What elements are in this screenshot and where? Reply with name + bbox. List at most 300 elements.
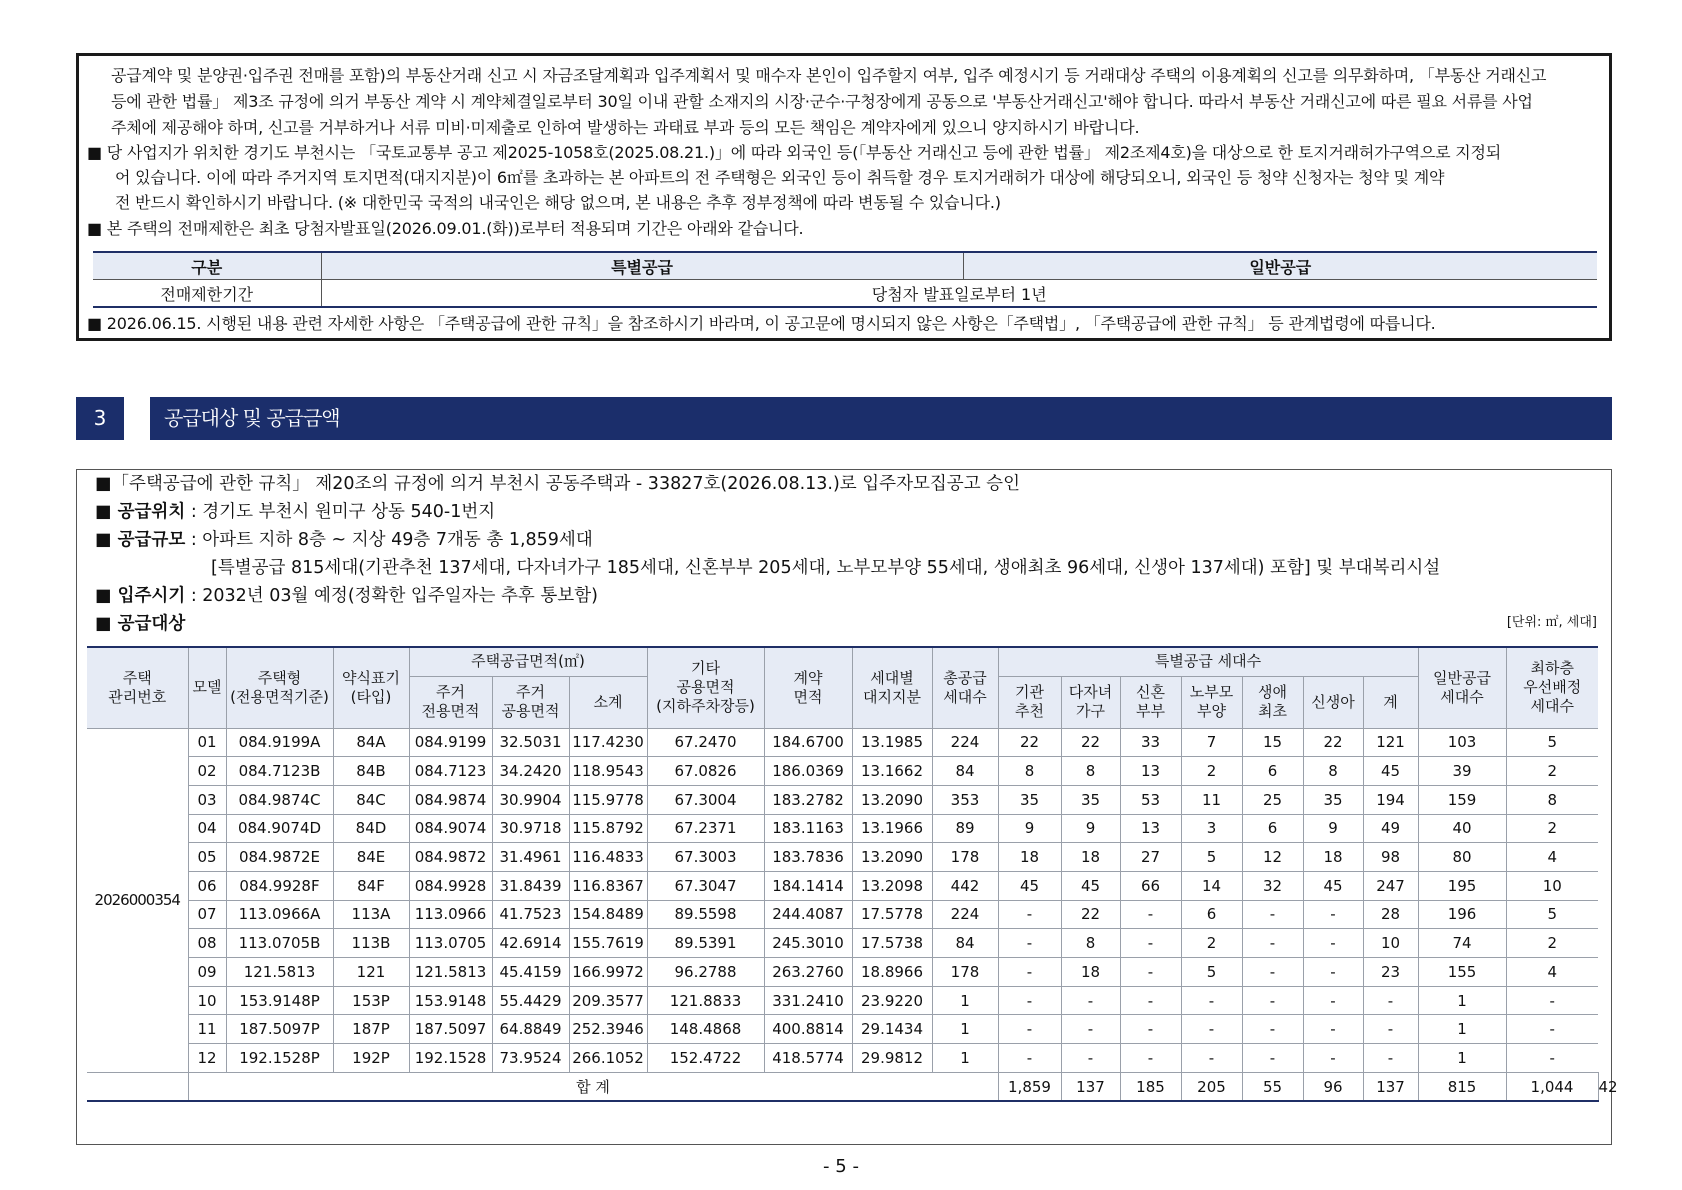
table-cell: 196	[1418, 900, 1506, 929]
table-cell: -	[1242, 986, 1303, 1015]
table-cell: 13.1662	[852, 757, 932, 786]
notice-line: 공급계약 및 분양권·입주권 전매를 포함)의 부동산거래 신고 시 자금조달계획과 입주계획서 및 매수자 본인이 입주할지 여부, 입주 예정시기 등 거래대상 주택의 이용계획의 신고를 의무화하며, 「부동산 거래신고	[111, 66, 1547, 85]
col-header-model: 모델	[188, 647, 226, 728]
table-cell: 74	[1418, 929, 1506, 958]
table-cell: 6	[1242, 757, 1303, 786]
col-header-abbr: 약식표기 (타입)	[333, 647, 409, 728]
table-cell: 153P	[333, 986, 409, 1015]
table-cell: 13.2090	[852, 785, 932, 814]
total-cell: 137	[1363, 1072, 1418, 1101]
table-cell: 89.5391	[647, 929, 764, 958]
table-cell: 8	[1303, 757, 1363, 786]
table-cell: 45	[1061, 871, 1120, 900]
table-cell: 12	[1242, 843, 1303, 872]
table-cell: 084.9928F	[226, 871, 333, 900]
table-cell: 28	[1363, 900, 1418, 929]
table-cell: -	[1303, 958, 1363, 987]
table-cell: 2	[1181, 929, 1242, 958]
table-cell: 13.1985	[852, 728, 932, 757]
table-cell: 2	[1181, 757, 1242, 786]
table-cell: 31.4961	[492, 843, 569, 872]
table-cell: 18	[1061, 958, 1120, 987]
notice-line: 전 반드시 확인하시기 바랍니다. (※ 대한민국 국적의 내국인은 해당 없으며, 본 내용은 추후 정부정책에 따라 변동될 수 있습니다.)	[115, 193, 1001, 212]
table-cell: 113B	[333, 929, 409, 958]
table-cell: 18	[998, 843, 1061, 872]
table-cell: 89.5598	[647, 900, 764, 929]
table-cell: 23	[1363, 958, 1418, 987]
col-header-mgmt-no: 주택 관리번호	[87, 647, 188, 728]
table-cell: 13.2098	[852, 871, 932, 900]
table-cell: 17.5778	[852, 900, 932, 929]
table-cell: 1	[1418, 1044, 1506, 1073]
table-cell: 5	[1506, 900, 1598, 929]
table-cell: 31.8439	[492, 871, 569, 900]
table-cell	[87, 1072, 188, 1101]
table-cell: 45	[998, 871, 1061, 900]
table-cell: 04	[188, 814, 226, 843]
table-cell: 184.6700	[764, 728, 852, 757]
total-cell: 205	[1181, 1072, 1242, 1101]
table-cell: -	[1120, 900, 1181, 929]
col-header-multichild: 다자녀 가구	[1061, 676, 1120, 728]
table-cell: 247	[1363, 871, 1418, 900]
table-cell: -	[998, 1044, 1061, 1073]
col-header-special-group: 특별공급 세대수	[998, 647, 1418, 676]
table-cell: 121.5813	[226, 958, 333, 987]
table-cell: 84D	[333, 814, 409, 843]
table-cell: 2	[1506, 929, 1598, 958]
table-cell: -	[998, 900, 1061, 929]
table-cell: 07	[188, 900, 226, 929]
total-label: 합 계	[188, 1072, 998, 1101]
table-cell: -	[1242, 1044, 1303, 1073]
table-header: 구분	[93, 252, 321, 280]
table-cell: 2	[1506, 757, 1598, 786]
table-cell: 3	[1181, 814, 1242, 843]
table-cell: 84A	[333, 728, 409, 757]
col-header-exclusive: 주거 전용면적	[409, 676, 492, 728]
table-row	[87, 900, 1598, 929]
col-header-general: 일반공급 세대수	[1418, 647, 1506, 728]
section-title: 공급대상 및 공급금액	[150, 397, 1612, 440]
table-cell: 121	[1363, 728, 1418, 757]
table-cell: 400.8814	[764, 1015, 852, 1044]
table-cell: 1	[1418, 1015, 1506, 1044]
table-cell: 192P	[333, 1044, 409, 1073]
table-cell: 45	[1363, 757, 1418, 786]
total-cell: 185	[1120, 1072, 1181, 1101]
table-cell: 30.9718	[492, 814, 569, 843]
table-cell: -	[998, 958, 1061, 987]
table-cell: 184.1414	[764, 871, 852, 900]
col-header-contract-area: 계약 면적	[764, 647, 852, 728]
table-cell: 02	[188, 757, 226, 786]
table-cell: 4	[1506, 958, 1598, 987]
table-cell: 당첨자 발표일로부터 1년	[321, 280, 1597, 308]
table-cell: 8	[998, 757, 1061, 786]
table-cell: 27	[1120, 843, 1181, 872]
table-cell: 49	[1363, 814, 1418, 843]
table-cell: 18	[1061, 843, 1120, 872]
table-cell: 15	[1242, 728, 1303, 757]
table-cell: 183.1163	[764, 814, 852, 843]
table-cell: 084.9872	[409, 843, 492, 872]
table-cell: 245.3010	[764, 929, 852, 958]
table-cell: 244.4087	[764, 900, 852, 929]
table-cell: 154.8489	[569, 900, 647, 929]
table-cell: -	[1303, 1015, 1363, 1044]
table-cell: 183.7836	[764, 843, 852, 872]
table-cell: -	[1181, 1044, 1242, 1073]
table-cell: 80	[1418, 843, 1506, 872]
table-cell: 08	[188, 929, 226, 958]
table-cell: 116.8367	[569, 871, 647, 900]
table-cell: 1	[1418, 986, 1506, 1015]
table-cell: -	[1303, 900, 1363, 929]
table-row	[87, 1015, 1598, 1044]
table-cell: 17.5738	[852, 929, 932, 958]
table-cell: 35	[998, 785, 1061, 814]
scale-line	[95, 526, 593, 554]
table-cell: -	[1061, 1015, 1120, 1044]
table-cell: 11	[1181, 785, 1242, 814]
table-cell: 01	[188, 728, 226, 757]
table-cell: 25	[1242, 785, 1303, 814]
table-cell: -	[1120, 1044, 1181, 1073]
table-cell: -	[1061, 986, 1120, 1015]
table-cell: 084.9074D	[226, 814, 333, 843]
table-cell: 178	[932, 958, 998, 987]
table-cell: -	[1303, 1044, 1363, 1073]
table-row	[87, 757, 1598, 786]
table-cell: 29.1434	[852, 1015, 932, 1044]
table-cell: 178	[932, 843, 998, 872]
page-number: - 5 -	[823, 1156, 859, 1177]
table-cell: 10	[1363, 929, 1418, 958]
table-cell: -	[1363, 1044, 1418, 1073]
scale-label: ■ 공급규모	[95, 530, 186, 550]
table-cell: 67.2371	[647, 814, 764, 843]
table-cell: -	[1303, 986, 1363, 1015]
target-label: ■ 공급대상	[95, 614, 186, 634]
table-cell: -	[1363, 986, 1418, 1015]
table-cell: 67.2470	[647, 728, 764, 757]
table-cell: 252.3946	[569, 1015, 647, 1044]
table-cell: 67.0826	[647, 757, 764, 786]
table-total-row: 합 계 1,859 137 185 205 55 96 137 815 1,044 42	[87, 1072, 1598, 1101]
table-cell: -	[1506, 1015, 1598, 1044]
table-cell: 84	[932, 757, 998, 786]
table-cell: 084.9074	[409, 814, 492, 843]
table-cell: 5	[1506, 728, 1598, 757]
table-cell: 73.9524	[492, 1044, 569, 1073]
table-cell: 13.1966	[852, 814, 932, 843]
supply-box	[76, 469, 1618, 1145]
notice-box	[76, 53, 1612, 341]
table-cell: 187.5097	[409, 1015, 492, 1044]
table-cell: 1	[932, 1015, 998, 1044]
table-cell: 전매제한기간	[93, 280, 321, 308]
table-row	[87, 958, 1598, 987]
table-cell: 32.5031	[492, 728, 569, 757]
table-cell: 1	[932, 986, 998, 1015]
table-cell: 2	[1506, 814, 1598, 843]
total-cell: 1,044	[1506, 1072, 1598, 1101]
table-cell: 103	[1418, 728, 1506, 757]
table-cell: 40	[1418, 814, 1506, 843]
table-cell: -	[1242, 958, 1303, 987]
total-cell: 96	[1303, 1072, 1363, 1101]
col-header-area-group: 주택공급면적(㎡)	[409, 647, 647, 676]
table-cell: 7	[1181, 728, 1242, 757]
table-cell: 152.4722	[647, 1044, 764, 1073]
col-header-elderly: 노부모 부양	[1181, 676, 1242, 728]
table-cell: 66	[1120, 871, 1181, 900]
table-cell: -	[1120, 986, 1181, 1015]
col-header-lowest-floor: 최하층 우선배정 세대수	[1506, 647, 1598, 728]
table-cell: 67.3047	[647, 871, 764, 900]
table-cell: 09	[188, 958, 226, 987]
table-cell: 113.0966A	[226, 900, 333, 929]
movein-label: ■ 입주시기	[95, 586, 186, 606]
table-cell: 084.7123B	[226, 757, 333, 786]
col-header-type: 주택형 (전용면적기준)	[226, 647, 333, 728]
supply-table	[87, 646, 1618, 1102]
table-cell: 45	[1303, 871, 1363, 900]
table-header: 일반공급	[963, 252, 1597, 280]
table-row	[87, 785, 1598, 814]
col-header-total-units: 총공급 세대수	[932, 647, 998, 728]
table-cell: 121	[333, 958, 409, 987]
table-cell: -	[1506, 986, 1598, 1015]
table-cell: 13	[1120, 757, 1181, 786]
scale-value: : 아파트 지하 8층 ~ 지상 49층 7개동 총 1,859세대	[185, 530, 593, 550]
table-cell: 155	[1418, 958, 1506, 987]
table-cell: 34.2420	[492, 757, 569, 786]
table-cell: 442	[932, 871, 998, 900]
table-cell: 45.4159	[492, 958, 569, 987]
table-row	[87, 986, 1598, 1015]
table-cell: -	[998, 929, 1061, 958]
table-cell: 194	[1363, 785, 1418, 814]
table-cell: 64.8849	[492, 1015, 569, 1044]
table-cell: 35	[1061, 785, 1120, 814]
table-row	[87, 728, 1598, 757]
table-cell: 84E	[333, 843, 409, 872]
table-cell: 8	[1061, 929, 1120, 958]
table-cell: 084.9199A	[226, 728, 333, 757]
table-cell: -	[1120, 958, 1181, 987]
table-cell: 187P	[333, 1015, 409, 1044]
table-cell: 5	[1181, 843, 1242, 872]
table-row	[87, 843, 1598, 872]
table-cell: 03	[188, 785, 226, 814]
table-cell: 418.5774	[764, 1044, 852, 1073]
table-cell: 39	[1418, 757, 1506, 786]
table-cell: -	[1120, 929, 1181, 958]
col-header-firsttime: 생애 최초	[1242, 676, 1303, 728]
table-cell: 22	[1061, 900, 1120, 929]
table-cell: 1	[932, 1044, 998, 1073]
table-cell: 113.0966	[409, 900, 492, 929]
table-cell: 266.1052	[569, 1044, 647, 1073]
col-header-special-sum: 계	[1363, 676, 1418, 728]
table-cell: 10	[188, 986, 226, 1015]
table-cell: 96.2788	[647, 958, 764, 987]
table-cell: 183.2782	[764, 785, 852, 814]
table-cell: 195	[1418, 871, 1506, 900]
unit-label: [단위: ㎡, 세대]	[1506, 615, 1597, 630]
table-cell: 159	[1418, 785, 1506, 814]
table-cell: 153.9148	[409, 986, 492, 1015]
table-cell: 12	[188, 1044, 226, 1073]
table-cell: 84B	[333, 757, 409, 786]
table-cell: 14	[1181, 871, 1242, 900]
table-cell: 4	[1506, 843, 1598, 872]
table-cell: 89	[932, 814, 998, 843]
table-cell: 05	[188, 843, 226, 872]
table-cell: 166.9972	[569, 958, 647, 987]
table-cell: 353	[932, 785, 998, 814]
table-cell: 186.0369	[764, 757, 852, 786]
table-cell: 331.2410	[764, 986, 852, 1015]
table-cell: 224	[932, 900, 998, 929]
col-header-other-area: 기타 공용면적 (지하주차장등)	[647, 647, 764, 728]
table-cell: 55.4429	[492, 986, 569, 1015]
table-cell: 6	[1242, 814, 1303, 843]
total-cell: 55	[1242, 1072, 1303, 1101]
table-cell: 115.9778	[569, 785, 647, 814]
table-cell: -	[1242, 929, 1303, 958]
table-cell: 41.7523	[492, 900, 569, 929]
location-line	[95, 498, 495, 526]
table-cell: 22	[998, 728, 1061, 757]
table-cell: 06	[188, 871, 226, 900]
table-cell: -	[998, 1015, 1061, 1044]
total-cell: 137	[1061, 1072, 1120, 1101]
table-cell: 10	[1506, 871, 1598, 900]
table-row	[87, 814, 1598, 843]
table-cell: 84F	[333, 871, 409, 900]
table-cell: 187.5097P	[226, 1015, 333, 1044]
table-cell: 8	[1061, 757, 1120, 786]
table-cell: 118.9543	[569, 757, 647, 786]
notice-line: 등에 관한 법률」 제3조 규정에 의거 부동산 계약 시 계약체결일로부터 30일 이내 관할 소재지의 시장·군수·구청장에게 공동으로 '부동산거래신고'해야 합니다. 따라서 부동산 거래신고에 따른 필요 서류를 사업	[111, 92, 1533, 111]
table-cell: 30.9904	[492, 785, 569, 814]
table-cell: 9	[998, 814, 1061, 843]
table-cell: 32	[1242, 871, 1303, 900]
section-number: 3	[76, 397, 124, 440]
table-cell: 42.6914	[492, 929, 569, 958]
table-cell: 22	[1303, 728, 1363, 757]
notice-line: ■ 당 사업지가 위치한 경기도 부천시는 「국토교통부 공고 제2025-1058호(2025.08.21.)」에 따라 외국인 등(「부동산 거래신고 등에 관한 법률」 제2조제4호)을 대상으로 한 토지거래허가구역으로 지정되	[87, 143, 1502, 162]
table-cell: 084.7123	[409, 757, 492, 786]
total-cell: 815	[1418, 1072, 1506, 1101]
table-cell: 113A	[333, 900, 409, 929]
table-cell: 153.9148P	[226, 986, 333, 1015]
total-cell: 1,859	[998, 1072, 1061, 1101]
table-cell: -	[1363, 1015, 1418, 1044]
table-cell: 5	[1181, 958, 1242, 987]
table-cell: 121.5813	[409, 958, 492, 987]
mgmt-number-cell: 2026000354	[87, 728, 188, 1072]
table-cell: 11	[188, 1015, 226, 1044]
table-cell: 6	[1181, 900, 1242, 929]
table-cell: 98	[1363, 843, 1418, 872]
table-cell: -	[1242, 1015, 1303, 1044]
table-cell: -	[1506, 1044, 1598, 1073]
table-row	[87, 871, 1598, 900]
approval-line: ■「주택공급에 관한 규칙」 제20조의 규정에 의거 부천시 공동주택과 - 33827호(2026.08.13.)로 입주자모집공고 승인	[95, 474, 1020, 494]
table-cell: -	[1181, 1015, 1242, 1044]
table-row	[87, 929, 1598, 958]
table-cell: 23.9220	[852, 986, 932, 1015]
table-cell: 33	[1120, 728, 1181, 757]
col-header-subtotal: 소계	[569, 676, 647, 728]
table-cell: 116.4833	[569, 843, 647, 872]
table-cell: 263.2760	[764, 958, 852, 987]
notice-line: 주체에 제공해야 하며, 신고를 거부하거나 서류 미비·미제출로 인하여 발생하는 과태료 부과 등의 모든 책임은 계약자에게 있으니 양지하시기 바랍니다.	[111, 118, 1140, 137]
table-cell: 67.3004	[647, 785, 764, 814]
table-cell: 35	[1303, 785, 1363, 814]
col-header-newborn: 신생아	[1303, 676, 1363, 728]
movein-value: : 2032년 03월 예정(정확한 입주일자는 추후 통보함)	[185, 586, 598, 606]
table-header: 특별공급	[321, 252, 963, 280]
notice-footer: ■ 2026.06.15. 시행된 내용 관련 자세한 사항은 「주택공급에 관한 규칙」을 참조하시기 바라며, 이 공고문에 명시되지 않은 사항은「주택법」, 「주택공급에 관한 규칙」 등 관계법령에 따릅니다.	[87, 314, 1436, 333]
table-cell: 84C	[333, 785, 409, 814]
resale-restriction-table	[93, 251, 1597, 308]
table-cell: 117.4230	[569, 728, 647, 757]
notice-line: ■ 본 주택의 전매제한은 최초 당첨자발표일(2026.09.01.(화))로부터 적용되며 기간은 아래와 같습니다.	[87, 219, 804, 238]
table-cell: 9	[1303, 814, 1363, 843]
table-cell: 113.0705B	[226, 929, 333, 958]
table-cell: 67.3003	[647, 843, 764, 872]
table-cell: -	[1181, 986, 1242, 1015]
table-cell: 13	[1120, 814, 1181, 843]
col-header-common: 주거 공용면적	[492, 676, 569, 728]
table-cell: 113.0705	[409, 929, 492, 958]
table-row	[87, 1044, 1598, 1073]
table-cell: 192.1528P	[226, 1044, 333, 1073]
table-cell: 13.2090	[852, 843, 932, 872]
col-header-land-share: 세대별 대지지분	[852, 647, 932, 728]
table-cell: -	[1120, 1015, 1181, 1044]
table-cell: 8	[1506, 785, 1598, 814]
table-cell: 084.9872E	[226, 843, 333, 872]
table-cell: 18	[1303, 843, 1363, 872]
table-cell: 209.3577	[569, 986, 647, 1015]
location-label: ■ 공급위치	[95, 502, 186, 522]
table-cell: 084.9199	[409, 728, 492, 757]
table-cell: 084.9874	[409, 785, 492, 814]
table-cell: 22	[1061, 728, 1120, 757]
table-cell: 18.8966	[852, 958, 932, 987]
table-cell: 9	[1061, 814, 1120, 843]
movein-line	[95, 582, 598, 610]
table-cell: 084.9928	[409, 871, 492, 900]
table-cell: 84	[932, 929, 998, 958]
col-header-newlywed: 신혼 부부	[1120, 676, 1181, 728]
table-cell: 224	[932, 728, 998, 757]
table-cell: -	[1242, 900, 1303, 929]
notice-line: 어 있습니다. 이에 따라 주거지역 토지면적(대지지분)이 6㎡를 초과하는 본 아파트의 전 주택형은 외국인 등이 취득할 경우 토지거래허가 대상에 해당되오니, 외국인 등 청약 신청자는 청약 및 계약	[115, 168, 1445, 187]
table-cell: 148.4868	[647, 1015, 764, 1044]
scale-detail: [특별공급 815세대(기관추천 137세대, 다자녀가구 185세대, 신혼부부 205세대, 노부모부양 55세대, 생애최초 96세대, 신생아 137세대) 포함] 및 부대복리시설	[211, 558, 1441, 578]
table-cell: -	[998, 986, 1061, 1015]
table-cell: 155.7619	[569, 929, 647, 958]
table-cell: 115.8792	[569, 814, 647, 843]
table-cell: 084.9874C	[226, 785, 333, 814]
